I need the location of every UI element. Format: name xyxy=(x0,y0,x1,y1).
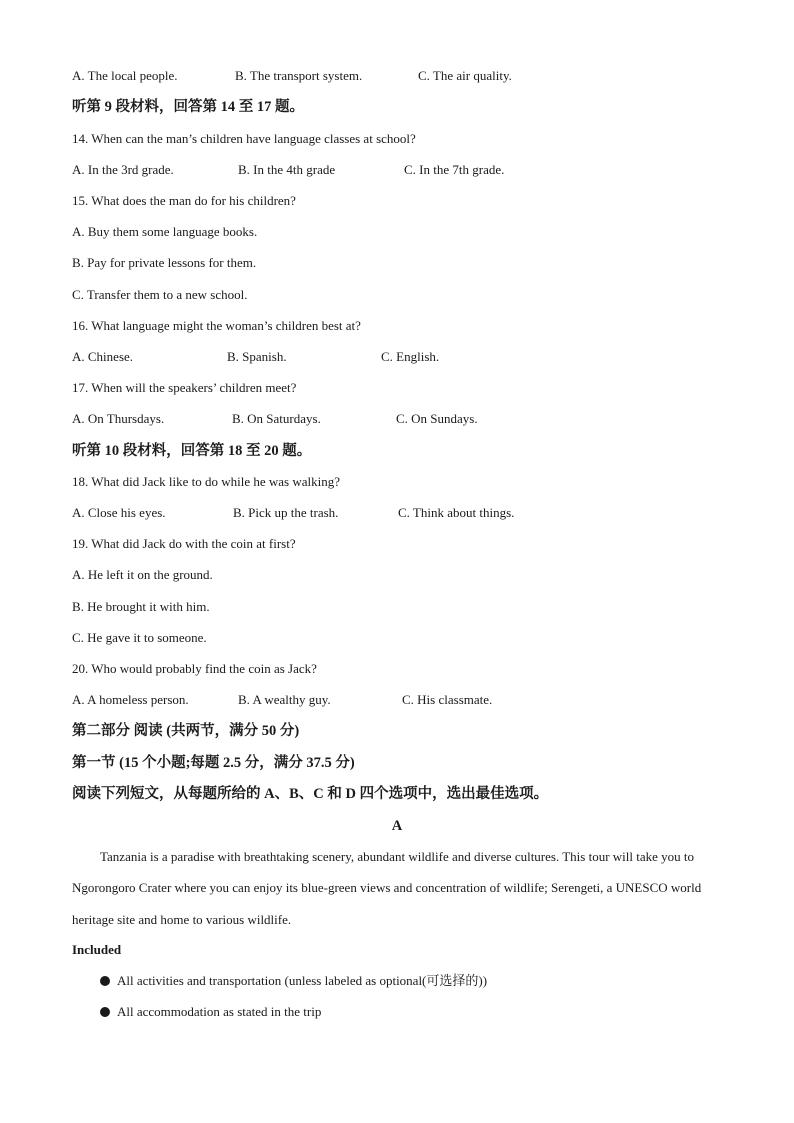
q13-option-c: C. The air quality. xyxy=(418,68,512,83)
q18-option-c: C. Think about things. xyxy=(398,505,515,520)
passage-paragraph xyxy=(72,841,712,935)
q15-question: 15. What does the man do for his children? xyxy=(72,193,296,208)
q15-option-c: C. Transfer them to a new school. xyxy=(72,287,248,302)
q17-option-b: B. On Saturdays. xyxy=(232,411,321,426)
q20-option-c: C. His classmate. xyxy=(402,692,493,707)
included-item-text: All activities and transportation (unless labeled as optional(可选择的)) xyxy=(117,973,488,988)
q16-option-b: B. Spanish. xyxy=(227,349,287,364)
q20-option-a: A. A homeless person. xyxy=(72,692,189,707)
q18-option-a: A. Close his eyes. xyxy=(72,505,166,520)
reading-instructions: 阅读下列短文，从每题所给的 A、B、C 和 D 四个选项中，选出最佳选项。 xyxy=(72,786,549,802)
q19-option-b: B. He brought it with him. xyxy=(72,599,210,614)
bullet-icon xyxy=(100,976,110,986)
bullet-icon xyxy=(100,1007,110,1017)
q17-question: 17. When will the speakers’ children meet? xyxy=(72,380,297,395)
passage-label: A xyxy=(391,818,403,834)
q15-option-b: B. Pay for private lessons for them. xyxy=(72,255,257,270)
q20-question: 20. Who would probably find the coin as Jack? xyxy=(72,661,317,676)
q14-option-b: B. In the 4th grade xyxy=(238,162,336,177)
q17-option-a: A. On Thursdays. xyxy=(72,411,165,426)
q14-option-c: C. In the 7th grade. xyxy=(404,162,505,177)
passage-text: Tanzania is a paradise with breathtaking scenery, abundant wildlife and diverse cultures. This tour will take you to Ngorongoro Crater where you can enjoy its blue-green views and concentration of wildlife; Serengeti, a UNESCO world heritage site and home to various wildlife. xyxy=(72,849,702,927)
part2-heading: 第二部分 阅读 (共两节，满分 50 分) xyxy=(72,723,300,739)
q14-question: 14. When can the man’s children have language classes at school? xyxy=(72,131,416,146)
q16-option-c: C. English. xyxy=(381,349,440,364)
q13-option-a: A. The local people. xyxy=(72,68,178,83)
included-heading: Included xyxy=(72,942,122,957)
q14-option-a: A. In the 3rd grade. xyxy=(72,162,174,177)
q16-question: 16. What language might the woman’s children best at? xyxy=(72,318,361,333)
section9-heading: 听第 9 段材料，回答第 14 至 17 题。 xyxy=(72,99,304,115)
q17-option-c: C. On Sundays. xyxy=(396,411,478,426)
included-item xyxy=(100,1004,321,1020)
q18-question: 18. What did Jack like to do while he was walking? xyxy=(72,474,341,489)
section1-heading: 第一节 (15 个小题;每题 2.5 分，满分 37.5 分) xyxy=(72,755,355,771)
q15-option-a: A. Buy them some language books. xyxy=(72,224,258,239)
q18-option-b: B. Pick up the trash. xyxy=(233,505,339,520)
q19-question: 19. What did Jack do with the coin at first? xyxy=(72,536,296,551)
q20-option-b: B. A wealthy guy. xyxy=(238,692,331,707)
q19-option-c: C. He gave it to someone. xyxy=(72,630,207,645)
section10-heading: 听第 10 段材料，回答第 18 至 20 题。 xyxy=(72,443,312,459)
q19-option-a: A. He left it on the ground. xyxy=(72,567,213,582)
included-item xyxy=(100,973,487,989)
q13-option-b: B. The transport system. xyxy=(235,68,363,83)
included-item-text: All accommodation as stated in the trip xyxy=(117,1004,322,1019)
q16-option-a: A. Chinese. xyxy=(72,349,134,364)
